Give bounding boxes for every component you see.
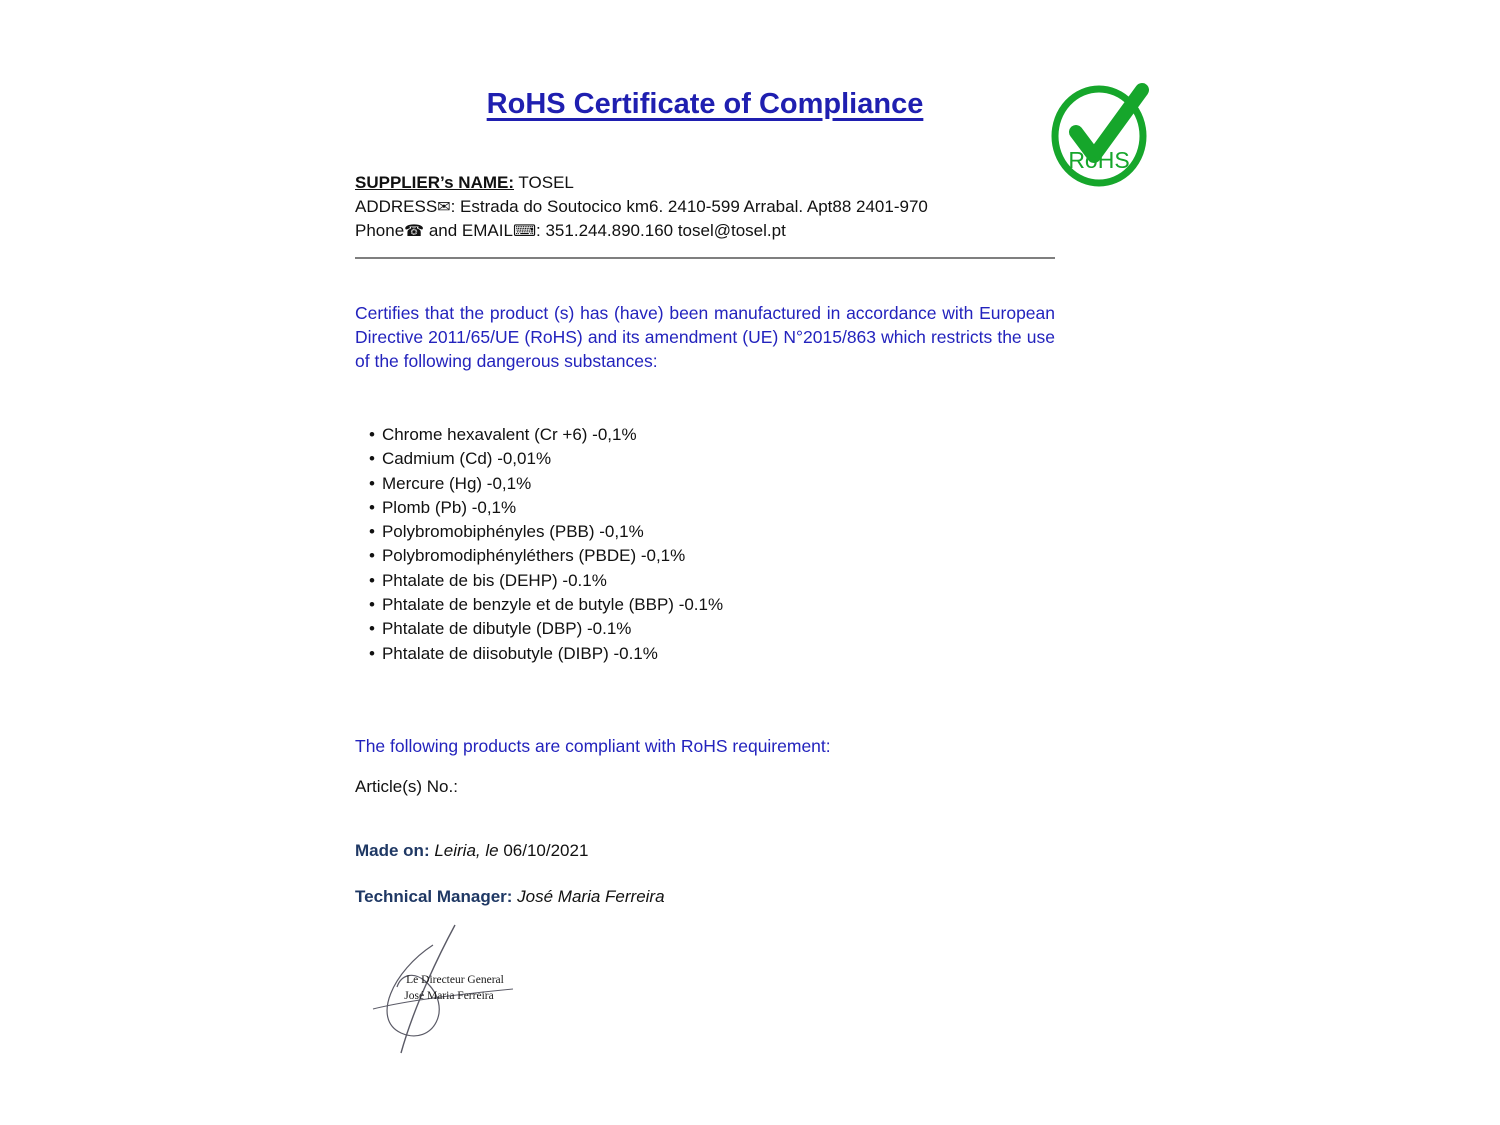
list-item: • Phtalate de bis (DEHP) -0.1% — [369, 569, 1055, 593]
technical-manager-label: Technical Manager: — [355, 886, 513, 906]
supplier-contact-line — [355, 219, 1055, 243]
compliance-statement: The following products are compliant with RoHS requirement: — [355, 735, 831, 756]
rohs-logo — [1050, 80, 1152, 188]
phone-label: Phone — [355, 221, 405, 240]
envelope-icon: ✉ — [437, 197, 451, 216]
article-number-label: Article(s) No.: — [355, 776, 458, 796]
supplier-block — [355, 171, 1055, 243]
made-on-date: 06/10/2021 — [503, 840, 589, 860]
list-item: • Phtalate de diisobutyle (DIBP) -0.1% — [369, 642, 1055, 666]
technical-manager-value: José Maria Ferreira — [512, 886, 665, 906]
list-item: • Chrome hexavalent (Cr +6) -0,1% — [369, 423, 1055, 447]
signature-line2: José Maria Ferreira — [404, 989, 494, 1002]
list-item: • Plomb (Pb) -0,1% — [369, 496, 1055, 520]
supplier-name-label: SUPPLIER’s NAME: — [355, 173, 515, 192]
list-item: • Phtalate de benzyle et de butyle (BBP) -0.1% — [369, 593, 1055, 617]
made-on-line — [355, 841, 1055, 861]
list-item: • Polybromodiphényléthers (PBDE) -0,1% — [369, 544, 1055, 568]
list-item: • Polybromobiphényles (PBB) -0,1% — [369, 520, 1055, 544]
document-content — [355, 88, 1055, 1058]
email-label: and EMAIL — [424, 221, 513, 240]
supplier-address-line — [355, 195, 1055, 219]
contact-value: : 351.244.890.160 tosel@tosel.pt — [536, 221, 786, 240]
computer-icon: ⌨ — [512, 221, 537, 240]
phone-icon: ☎ — [404, 221, 425, 240]
technical-manager-line — [355, 887, 1055, 907]
certification-paragraph: Certifies that the product (s) has (have) been manufactured in accordance with European Directive 2011/65/UE (RoHS) and its amendment (UE) N°2015/863 which restricts the use of the following dangerous substances: — [355, 303, 1055, 371]
supplier-name-value: TOSEL — [514, 173, 574, 192]
rohs-logo-graphic — [1050, 80, 1152, 188]
address-value: : Estrada do Soutocico km6. 2410-599 Arrabal. Apt88 2401-970 — [450, 197, 928, 216]
divider-line — [355, 257, 1055, 259]
signature-block — [363, 923, 533, 1058]
address-label: ADDRESS — [355, 197, 438, 216]
list-item: • Mercure (Hg) -0,1% — [369, 472, 1055, 496]
substances-list — [355, 423, 1055, 666]
signature-graphic — [363, 923, 533, 1058]
list-item: • Phtalate de dibutyle (DBP) -0.1% — [369, 617, 1055, 641]
rohs-logo-text: RoHS — [1068, 147, 1130, 173]
supplier-name-line — [355, 171, 1055, 195]
signature-line1: Le Directeur General — [406, 973, 504, 986]
made-on-city: Leiria, le — [429, 840, 504, 860]
page-title: RoHS Certificate of Compliance — [486, 88, 924, 120]
list-item: • Cadmium (Cd) -0,01% — [369, 447, 1055, 471]
made-on-label: Made on: — [355, 840, 430, 860]
